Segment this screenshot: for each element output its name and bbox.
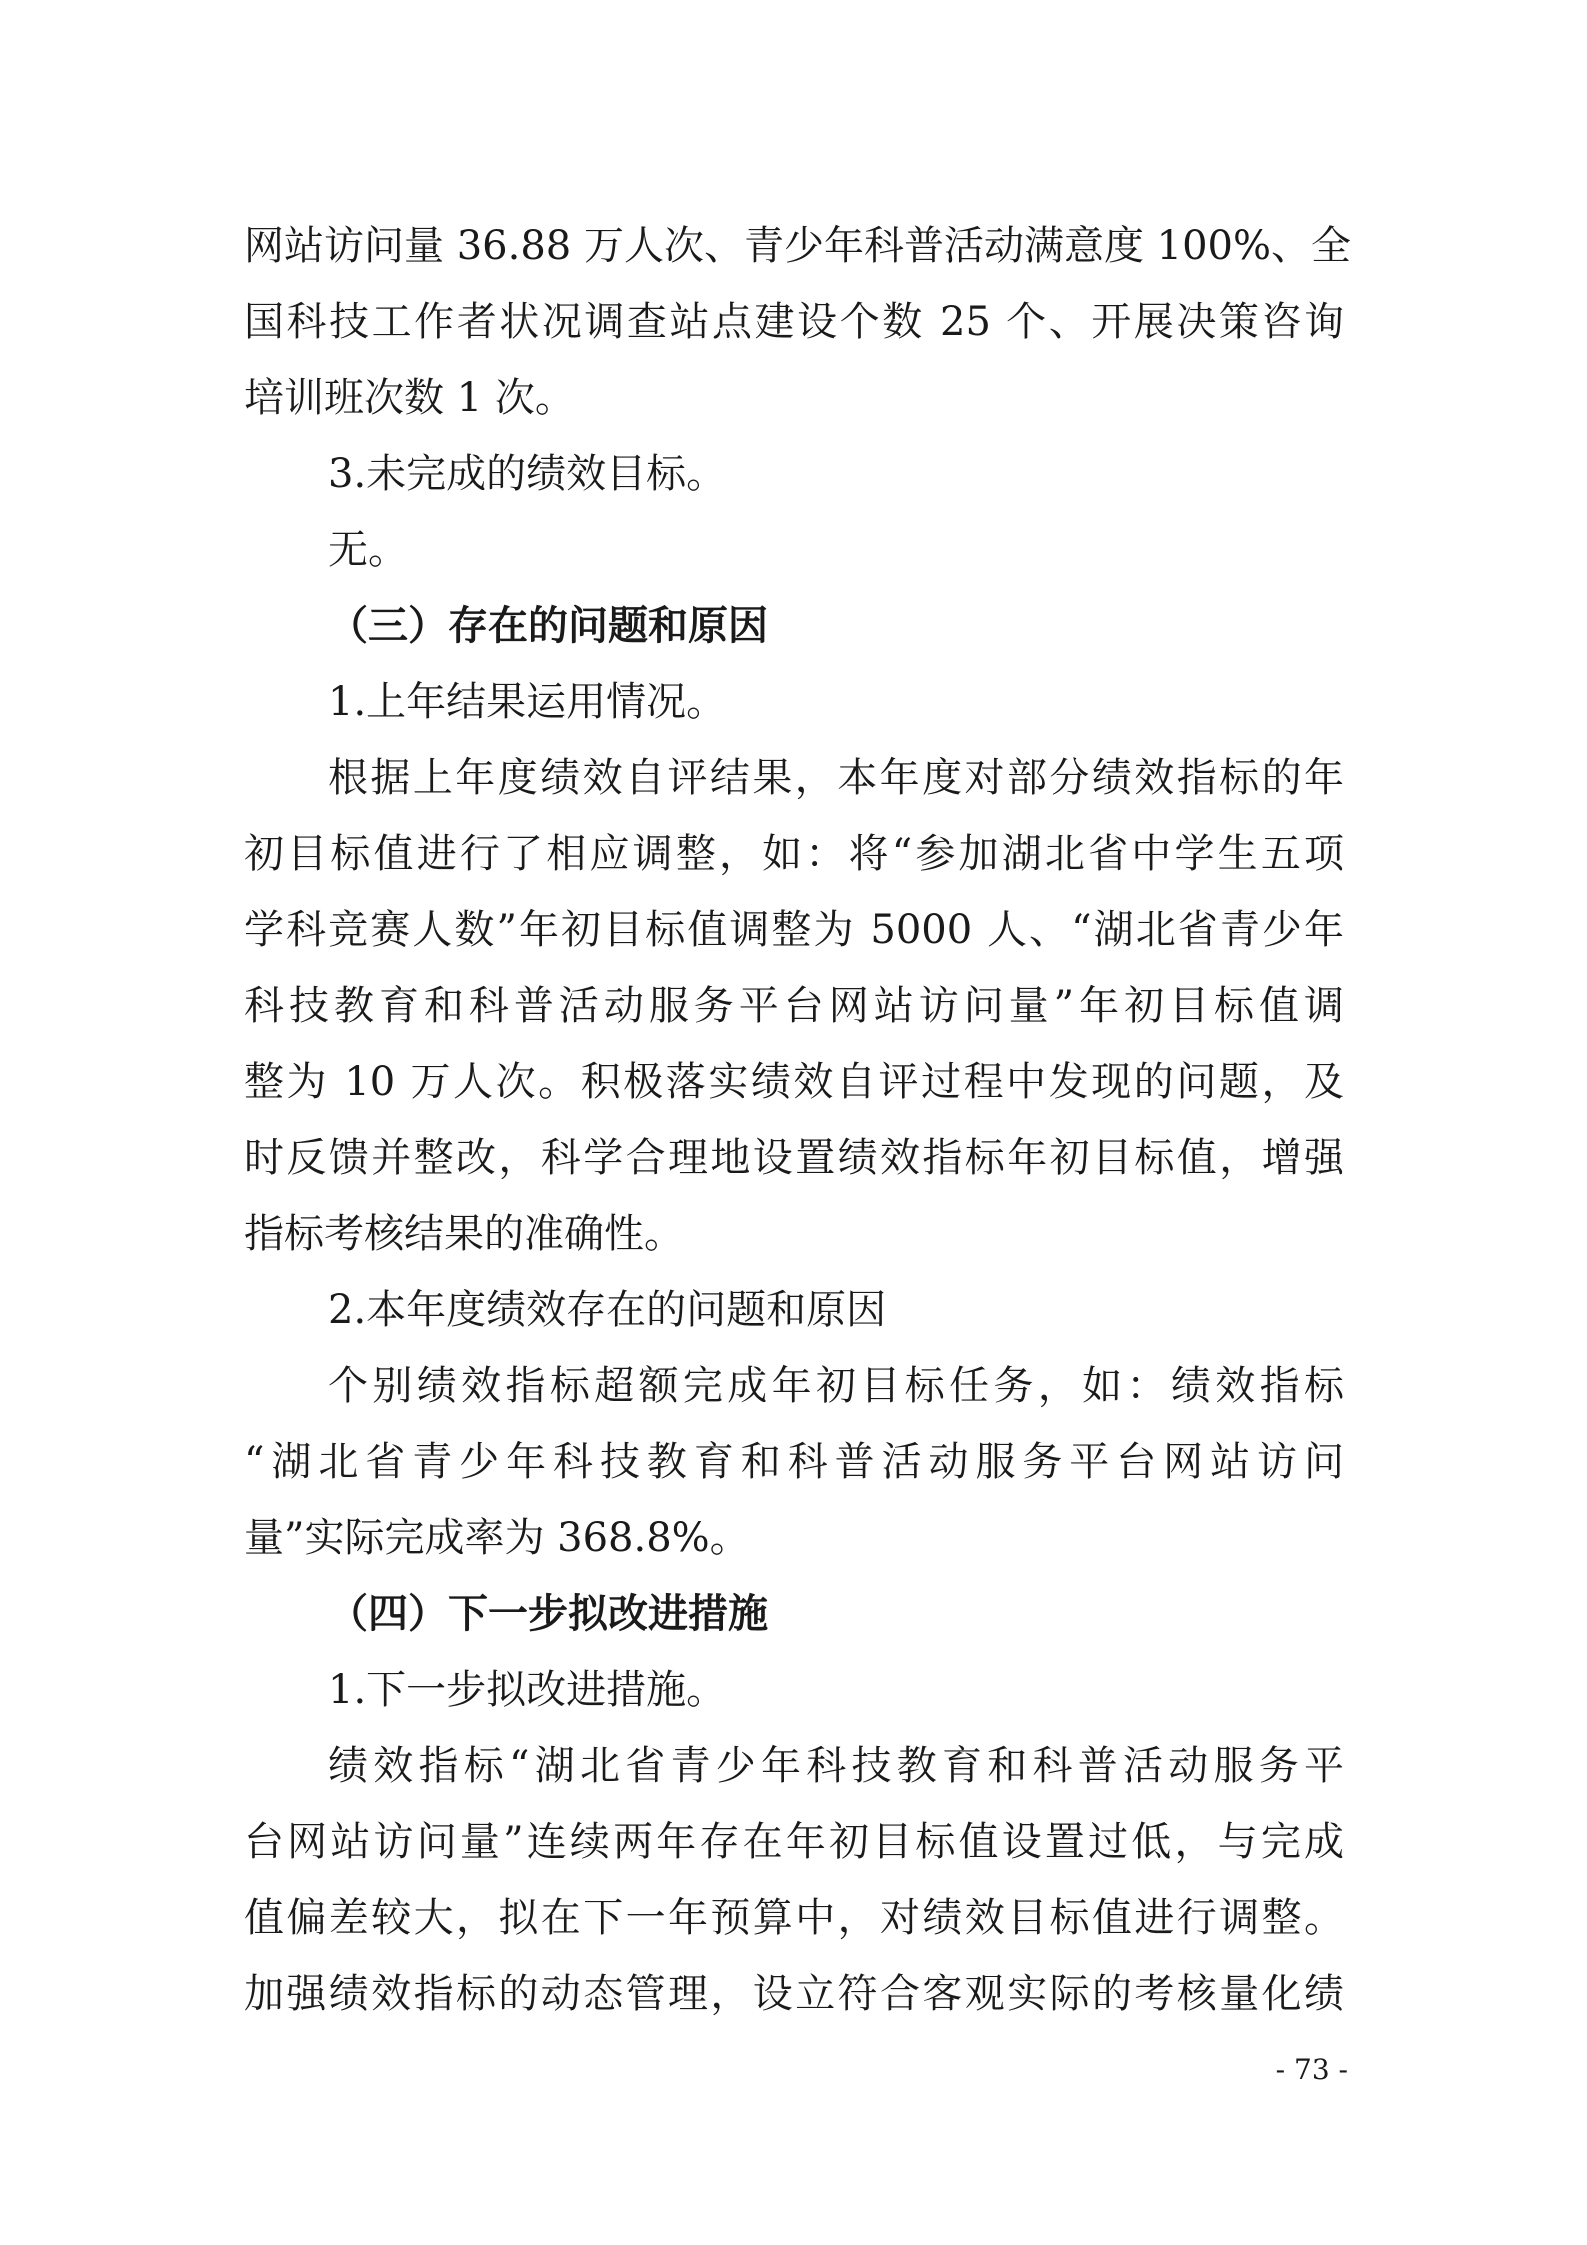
- text-line-7: 1.上年结果运用情况。: [328, 679, 727, 725]
- text-line-21: 绩效指标“湖北省青少年科技教育和科普活动服务平: [328, 1743, 1344, 1789]
- section-heading-4: （四）下一步拟改进措施: [328, 1590, 768, 1637]
- text-line-24: 加强绩效指标的动态管理，设立符合客观实际的考核量化绩: [244, 1971, 1344, 2017]
- text-line-17: “湖北省青少年科技教育和科普活动服务平台网站访问: [244, 1439, 1344, 1485]
- text-line-9: 初目标值进行了相应调整，如：将“参加湖北省中学生五项: [244, 831, 1344, 877]
- text-line-8: 根据上年度绩效自评结果，本年度对部分绩效指标的年: [328, 755, 1344, 801]
- text-line-10: 学科竞赛人数”年初目标值调整为 5000 人、“湖北省青少年: [244, 907, 1344, 953]
- text-line-5: 无。: [328, 527, 408, 573]
- text-line-16: 个别绩效指标超额完成年初目标任务，如：绩效指标: [328, 1363, 1344, 1409]
- page-number: - 73 -: [1275, 2053, 1348, 2086]
- text-line-2: 国科技工作者状况调查站点建设个数 25 个、开展决策咨询: [244, 299, 1344, 345]
- text-line-20: 1.下一步拟改进措施。: [328, 1667, 727, 1713]
- text-line-3: 培训班次数 1 次。: [244, 375, 575, 421]
- text-line-4: 3.未完成的绩效目标。: [328, 451, 727, 497]
- text-line-11: 科技教育和科普活动服务平台网站访问量”年初目标值调: [244, 983, 1344, 1029]
- text-line-13: 时反馈并整改，科学合理地设置绩效指标年初目标值，增强: [244, 1135, 1344, 1181]
- text-line-18: 量”实际完成率为 368.8%。: [244, 1515, 750, 1561]
- text-line-14: 指标考核结果的准确性。: [244, 1211, 684, 1257]
- text-line-1: 网站访问量 36.88 万人次、青少年科普活动满意度 100%、全: [244, 223, 1352, 269]
- text-line-12: 整为 10 万人次。积极落实绩效自评过程中发现的问题，及: [244, 1059, 1344, 1105]
- text-line-15: 2.本年度绩效存在的问题和原因: [328, 1287, 887, 1333]
- text-line-22: 台网站访问量”连续两年存在年初目标值设置过低，与完成: [244, 1819, 1344, 1865]
- text-line-23: 值偏差较大，拟在下一年预算中，对绩效目标值进行调整。: [244, 1895, 1344, 1941]
- section-heading-3: （三）存在的问题和原因: [328, 602, 768, 649]
